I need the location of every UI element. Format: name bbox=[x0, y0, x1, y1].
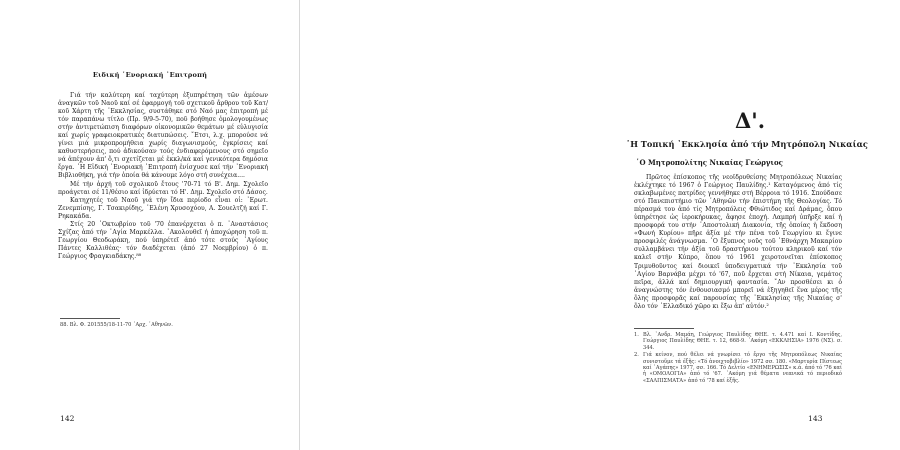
right-body-text bbox=[634, 174, 842, 311]
page-number: 143 bbox=[808, 414, 823, 423]
section-title: ῾Ο Μητροπολίτης Νικαίας Γεώργιος bbox=[636, 158, 783, 167]
page-number: 142 bbox=[60, 414, 75, 423]
section-heading: Ειδική ῾Ενοριακή ᾿Επιτροπή bbox=[92, 71, 208, 79]
footnote-text: Γιά κείνον, πού θέλει νά γνωρίσει τό ἔργο τῆς Μητροπόλεως Νικαίας συνιστοῦμε τά ἑξῆς: «Τό ἀνοιχτοβιβλίο» 1972 σσ. 180. «Μαρτυρία Πίστεως καί ᾿Αγάπης» 1977, σσ. 166. Τό Δελτίο «ΕΝΗΜΕΡΩΣΙΣ» κ.ά. ἀπό τό '76 καί ἡ «ΟΜΟΛΟΓΙΑ» ἀπό τό '67. ᾿Ακόμη γιά θέματα νεανικά τό περιοδικό «ΣΑΛΠΙΣΜΑΤΑ» ἀπό τό '78 καί ἑξῆς. bbox=[643, 352, 842, 384]
paragraph: Κατηχητές τοῦ Ναοῦ γιά τήν ἴδια περίοδο εἶναι οἱ: ᾿Ερωτ. Ζενεμπίσης, Γ. Τσακιρίδης, ᾿Ελένη Χρυσοχόου, Α. Σουελτζή καί Γ. Ρηκακάδα. bbox=[58, 196, 268, 220]
left-body-text bbox=[58, 92, 268, 261]
footnote-number: 1. bbox=[634, 332, 639, 338]
footnote-divider bbox=[60, 318, 120, 319]
footnote: 88. Βλ. Φ. 201555/18-11-70 ᾿Αρχ. ᾿Αθηνῶν. bbox=[60, 322, 173, 328]
paragraph: Μέ τήν ἀρχή τοῦ σχολικοῦ ἔτους '70-71 τό Β'. Δημ. Σχολεῖο προάγεται σέ 11/θέσιο καί ἱδρύεται τό Η'. Δημ. Σχολεῖο στό Δάσος. bbox=[58, 180, 268, 196]
chapter-letter: Δ'. bbox=[734, 108, 766, 133]
footnote-divider bbox=[634, 328, 694, 329]
paragraph: Πρῶτος ἐπίσκοπος τῆς νεοϊδρυθείσης Μητροπόλεως Νικαίας ἐκλέχτηκε τό 1967 ὁ Γεώργιος Παυλίδης.¹ Καταγόμενος ἀπό τίς σκλαβωμένες πατρίδες γεννήθηκε στή Βέρροια τό 1916. Σπούδασε στό Πανεπιστήμιο τῶν ᾿Αθηνῶν τήν ἐπιστήμη τῆς Θεολογίας. Τό πέρασμά του ἀπό τίς Μητροπόλεις Φθιώτιδος καί Δράμας, ὅπου ὑπηρέτησε ὡς ἱεροκήρυκας, ἄφησε ἐποχή. Λαμπρή ὑπῆρξε καί ἡ προσφορά του στήν ᾿Αποστολική Διακονία, τῆς ὁποίας ἡ ἔκδοση «Φωνή Κυρίου» πῆρε ἀξία μέ τήν πένα τοῦ Γεωργίου κι ἔγινε προσφιλές ἀνάγνωσμα. ῾Ο ἔξυπνος νοῦς τοῦ ᾿Εθνάρχη Μακαρίου συλλαμβάνει τήν ἀξία τοῦ δραστήριου τούτου κληρικοῦ καί τόν καλεῖ στήν Κύπρο, ὅπου τό 1961 χειροτονεῖται ἐπίσκοπος Τριμυθοῦντος καί διοικεῖ ὑποδειγματικά τήν ᾿Εκκλησία τοῦ ῾Αγίου Βαρνάβα μέχρι τό '67, ποῦ ἔρχεται στή Νίκαια, γεμάτος πεῖρα, ἀλλά καί δημιουργική φαντασία. ῎Αν προσθέσει κι ὁ ἀναγνώστης τόν ἐνθουσιασμό μπορεῖ νά ἐξηγηθεῖ ἕνα μέρος τῆς ὅλης προσφορᾶς καί παρουσίας τῆς ᾿Εκκλησίας τῆς Νικαίας σ' ὅλο τόν ᾿Ελλαδικό χῶρο κι ἔξω ἀπ' αὐτόν.² bbox=[634, 174, 842, 310]
footnotes bbox=[634, 332, 842, 385]
footnote bbox=[634, 332, 842, 351]
footnote bbox=[634, 352, 842, 384]
paragraph: Στίς 20 ᾿Οκτωβρίου τοῦ '70 ἐπανέρχεται ὁ π. ᾿Αναστάσιος Σχίζας ἀπό τήν ῾Αγία Μαρκέλλα. ᾿Ακολουθεῖ ἡ ἀποχώρηση τοῦ π. Γεωργίου Θεοδωράκη, πού ὑπηρέτεῖ ἀπό τότε στούς ῾Αγίους Πάντες Καλλιθέας· τόν διαδέχεται (ἀπό 27 Νοεμβρίου) ὁ π. Γεώργιος Φραγκιαδάκης.⁸⁸ bbox=[58, 220, 268, 260]
right-page bbox=[300, 0, 868, 450]
paragraph: Γιά τήν καλύτερη καί ταχύτερη ἐξυπηρέτηση τῶν ἀμέσων ἀναγκῶν τοῦ Ναοῦ καί σέ ἐφαρμογή τοῦ σχετικοῦ ἄρθρου τοῦ Κατ/κοῦ Χάρτη τῆς ᾿Εκκλησίας, συστάθηκε στό Ναό μας ἐπιτροπή μέ τόν παραπάνω τίτλο (Πρ. 9/9-5-70), ποῦ βοήθησε ὁμολογουμένως στήν ἀντιμετώπιση διαφόρων οἰκονομικῶν θεμάτων μέ εὐλυγισία καί χωρίς γραφειοκρατικές διατυπώσεις. ῎Ετσι, λ.χ. μπορούσε νά γίνει μιά μικροπρομήθεια χωρίς διαγωνισμούς, ἐγκρίσεις καί καθυστερήσεις, πού ἀδικούσαν τούς ἐνδιαφερόμενους στό σημεῖο νά ἀπέχουν ἀπ' ὅ,τι σχετίζεται μέ ἐκκλ/κά καί γενικότερα δημόσια ἔργα. ῾Η Εἰδική ᾿Ενοριακή ᾿Επιτροπή ἐνίσχυσε καί τήν ᾿Ενοριακή Βιβλιοθήκη, γιά τήν ὁποία θά κάνουμε λόγο στή συνέχεια.... bbox=[58, 92, 268, 180]
left-page bbox=[0, 0, 300, 450]
chapter-title: ῾Η Τοπική ᾿Εκκλησία ἀπό τήν Μητρόπολη Νικαίας bbox=[626, 139, 868, 149]
footnote-text: Βλ. ᾿Ανδρ. Μαμάη, Γεώργιος Παυλίδης ΘΗΕ. τ. 4.471 καί Ι. Κοντίδης, Γεώργιος Παυλίδης ΘΗΕ. τ. 12, 668-9. ᾿Ακόμη «ΕΚΚΛΗΣΙΑ» 1976 (ΝΣ). σ. 344. bbox=[643, 332, 842, 351]
footnote-number: 2. bbox=[634, 352, 639, 359]
